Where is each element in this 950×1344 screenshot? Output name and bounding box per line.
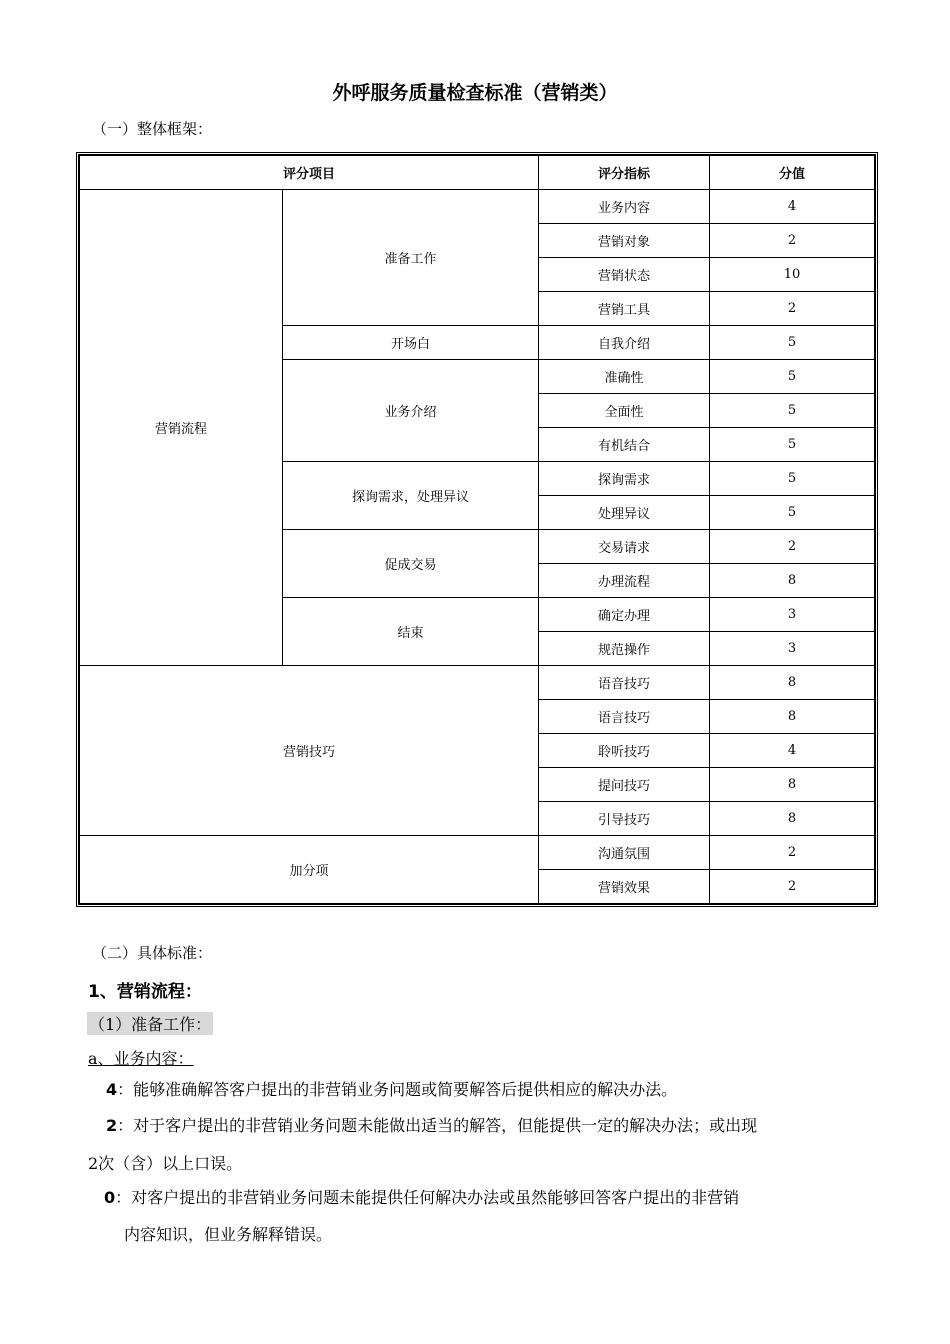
table-row: [80, 836, 875, 870]
subgroup-deal: 促成交易: [283, 530, 539, 598]
header-item: 评分项目: [80, 156, 539, 190]
subgroup-needs: 探询需求，处理异议: [283, 462, 539, 530]
score-cell: 5: [710, 428, 875, 462]
criterion-score: 4: [106, 1080, 118, 1099]
indicator-cell: 有机结合: [539, 428, 710, 462]
indicator-cell: 准确性: [539, 360, 710, 394]
score-cell: 5: [710, 326, 875, 360]
indicator-cell: 确定办理: [539, 598, 710, 632]
score-cell: 2: [710, 836, 875, 870]
indicator-cell: 沟通氛围: [539, 836, 710, 870]
criterion-0: [104, 1188, 739, 1208]
indicator-cell: 探询需求: [539, 462, 710, 496]
indicator-cell: 营销效果: [539, 870, 710, 904]
score-cell: 3: [710, 632, 875, 666]
criterion-score: 0: [104, 1188, 116, 1207]
criterion-score: 2: [106, 1116, 118, 1135]
group-skills: 营销技巧: [80, 666, 539, 836]
criterion-2-continued: 2次（含）以上口误。: [88, 1154, 243, 1173]
criterion-text: ：能够准确解答客户提出的非营销业务问题或简要解答后提供相应的解决办法。: [117, 1080, 678, 1099]
indicator-cell: 处理异议: [539, 496, 710, 530]
table-row: [80, 666, 875, 700]
indicator-cell: 提问技巧: [539, 768, 710, 802]
indicator-cell: 规范操作: [539, 632, 710, 666]
indicator-cell: 引导技巧: [539, 802, 710, 836]
subgroup-prep: 准备工作: [283, 190, 539, 326]
score-cell: 2: [710, 530, 875, 564]
criterion-2: [106, 1116, 757, 1136]
framework-table: [76, 152, 878, 907]
indicator-cell: 交易请求: [539, 530, 710, 564]
score-cell: 5: [710, 496, 875, 530]
indicator-cell: 聆听技巧: [539, 734, 710, 768]
score-cell: 4: [710, 734, 875, 768]
indicator-cell: 语言技巧: [539, 700, 710, 734]
indicator-cell: 语音技巧: [539, 666, 710, 700]
page-title: 外呼服务质量检查标准（营销类）: [332, 82, 618, 104]
score-cell: 3: [710, 598, 875, 632]
subgroup-intro: 业务介绍: [283, 360, 539, 462]
score-cell: 5: [710, 462, 875, 496]
score-cell: 2: [710, 292, 875, 326]
score-cell: 2: [710, 224, 875, 258]
score-cell: 5: [710, 360, 875, 394]
criterion-4: [106, 1080, 677, 1100]
score-cell: 5: [710, 394, 875, 428]
criterion-text: ：对于客户提出的非营销业务问题未能做出适当的解答，但能提供一定的解决办法；或出现: [117, 1116, 758, 1135]
indicator-cell: 营销工具: [539, 292, 710, 326]
indicator-cell: 全面性: [539, 394, 710, 428]
header-indicator: 评分指标: [539, 156, 710, 190]
indicator-cell: 业务内容: [539, 190, 710, 224]
score-cell: 8: [710, 700, 875, 734]
score-cell: 8: [710, 666, 875, 700]
score-cell: 8: [710, 564, 875, 598]
item-heading: a、业务内容：: [88, 1049, 194, 1068]
table-header-row: [80, 156, 875, 190]
group-bonus: 加分项: [80, 836, 539, 904]
indicator-cell: 办理流程: [539, 564, 710, 598]
score-cell: 8: [710, 802, 875, 836]
criterion-0-continued: 内容知识，但业务解释错误。: [124, 1225, 333, 1244]
subgroup-opening: 开场白: [283, 326, 539, 360]
score-cell: 2: [710, 870, 875, 904]
score-cell: 4: [710, 190, 875, 224]
score-cell: 10: [710, 258, 875, 292]
group-process: 营销流程: [80, 190, 283, 666]
subsection-heading: （1）准备工作：: [87, 1012, 213, 1035]
indicator-cell: 营销对象: [539, 224, 710, 258]
framework-heading: （一）整体框架：: [92, 120, 213, 138]
specific-heading: （二）具体标准：: [92, 944, 213, 962]
score-cell: 8: [710, 768, 875, 802]
table-row: [80, 190, 875, 224]
criterion-text: ：对客户提出的非营销业务问题未能提供任何解决办法或虽然能够回答客户提出的非营销: [115, 1188, 740, 1207]
subgroup-end: 结束: [283, 598, 539, 666]
section-heading: 1、营销流程：: [88, 982, 202, 1002]
indicator-cell: 营销状态: [539, 258, 710, 292]
indicator-cell: 自我介绍: [539, 326, 710, 360]
header-score: 分值: [710, 156, 875, 190]
